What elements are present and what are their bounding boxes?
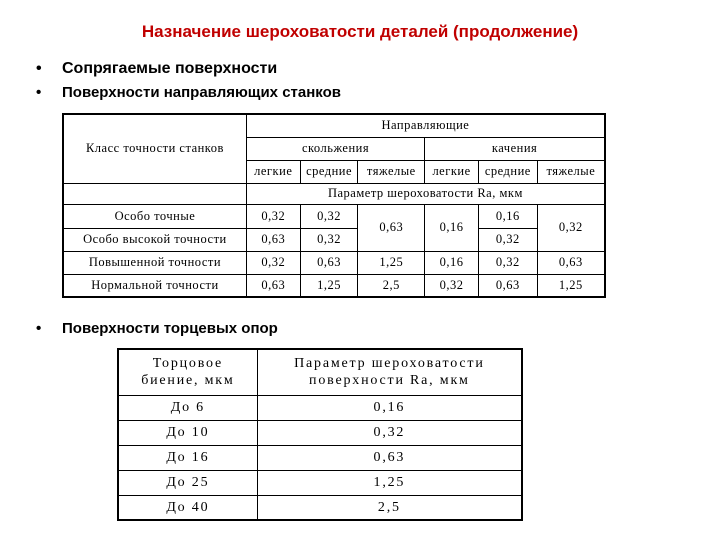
bullet-text: Поверхности торцевых опор (62, 320, 278, 337)
bullet-dot: • (36, 320, 42, 337)
bullet-dot: • (36, 60, 42, 77)
runout-cell: До 16 (118, 445, 257, 470)
row-label: Повышенной точности (63, 251, 246, 274)
header-heavy: тяжелые (358, 160, 425, 183)
runout-cell: До 40 (118, 495, 257, 520)
table-cell: 0,63 (246, 274, 300, 297)
empty-cell (63, 183, 246, 204)
table-cell: 0,63 (300, 251, 358, 274)
table-cell: 0,32 (246, 204, 300, 228)
table-cell: 0,63 (537, 251, 605, 274)
header-rolling: качения (425, 137, 605, 160)
table-cell: 0,16 (478, 204, 537, 228)
ra-cell: 0,63 (257, 445, 522, 470)
slide-title: Назначение шероховатости деталей (продолжение) (141, 22, 579, 41)
table-cell-merged: 0,63 (358, 204, 425, 251)
table-cell: 0,63 (478, 274, 537, 297)
bullet-thrust-surfaces (36, 320, 278, 337)
runout-cell: До 10 (118, 420, 257, 445)
row-label: Особо точные (63, 204, 246, 228)
ra-cell: 2,5 (257, 495, 522, 520)
table-cell: 0,63 (246, 228, 300, 251)
header-runout (118, 349, 257, 395)
ra-cell: 0,32 (257, 420, 522, 445)
header-light: легкие (246, 160, 300, 183)
header-roughness-line1: Параметр шероховатости (294, 356, 485, 372)
header-heavy: тяжелые (537, 160, 605, 183)
table-cell: 2,5 (358, 274, 425, 297)
header-guides: Направляющие (246, 114, 605, 137)
table-cell: 0,32 (246, 251, 300, 274)
bullet-text: Поверхности направляющих станков (62, 84, 341, 101)
bullet-mating-surfaces (36, 60, 277, 78)
ra-cell: 0,16 (257, 395, 522, 420)
header-medium: средние (300, 160, 358, 183)
table-cell: 0,32 (425, 274, 479, 297)
ra-cell: 1,25 (257, 470, 522, 495)
table-cell: 0,32 (300, 204, 358, 228)
table-cell: 1,25 (358, 251, 425, 274)
table-cell: 1,25 (300, 274, 358, 297)
runout-cell: До 25 (118, 470, 257, 495)
header-sliding: скольжения (246, 137, 424, 160)
header-runout-line2: биение, мкм (141, 373, 235, 389)
table-cell: 0,16 (425, 251, 479, 274)
table-cell: 1,25 (537, 274, 605, 297)
header-runout-line1: Торцовое (152, 356, 224, 372)
bullet-guide-surfaces (36, 84, 341, 101)
header-roughness (257, 349, 522, 395)
table-cell: 0,32 (300, 228, 358, 251)
table-cell: 0,32 (478, 228, 537, 251)
table-cell-merged: 0,32 (537, 204, 605, 251)
header-parameter: Параметр шероховатости Ra, мкм (246, 183, 605, 204)
header-light: легкие (425, 160, 479, 183)
bullet-text: Сопрягаемые поверхности (62, 60, 278, 77)
bullet-dot: • (36, 84, 42, 101)
header-machine-class: Класс точности станков (63, 114, 246, 183)
table-cell: 0,32 (478, 251, 537, 274)
row-label: Нормальной точности (63, 274, 246, 297)
header-roughness-line2: поверхности Ra, мкм (309, 373, 470, 389)
guides-roughness-table (62, 113, 606, 298)
table-cell-merged: 0,16 (425, 204, 479, 251)
runout-cell: До 6 (118, 395, 257, 420)
row-label: Особо высокой точности (63, 228, 246, 251)
header-medium: средние (478, 160, 537, 183)
thrust-roughness-table (117, 348, 523, 521)
